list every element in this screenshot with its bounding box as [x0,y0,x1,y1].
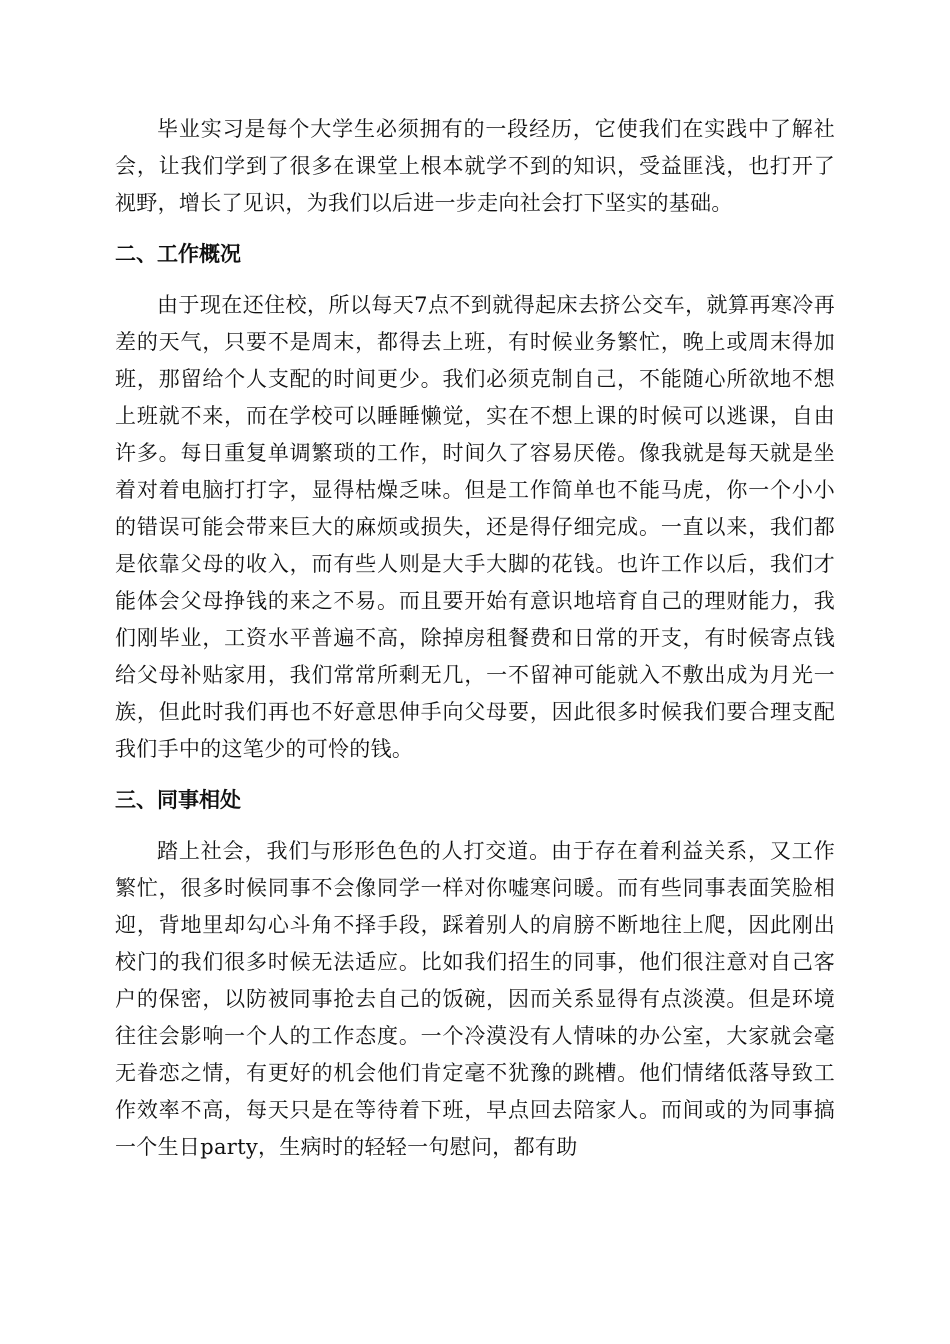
section-heading-colleagues: 三、同事相处 [115,788,241,812]
section-heading-work-overview: 二、工作概况 [115,242,241,266]
colleagues-paragraph: 踏上社会，我们与形形色色的人打交道。由于存在着利益关系，又工作繁忙，很多时候同事不会像同学一样对你嘘寒问暖。而有些同事表面笑脸相迎，背地里却勾心斗角不择手段，踩着别人的肩膀不断地往上爬，因此刚出校门的我们很多时候无法适应。比如我们招生的同事，他们很注意对自己客户的保密，以防被同事抢去自己的饭碗，因而关系显得有点淡漠。但是环境往往会影响一个人的工作态度。一个冷漠没有人情味的办公室，大家就会毫无眷恋之情，有更好的机会他们肯定毫不犹豫的跳槽。他们情绪低落导致工作效率不高，每天只是在等待着下班，早点回去陪家人。而间或的为同事搞一个生日party，生病时的轻轻一句慰问，都有助 [115,839,835,1159]
intro-paragraph: 毕业实习是每个大学生必须拥有的一段经历，它使我们在实践中了解社会，让我们学到了很多在课堂上根本就学不到的知识，受益匪浅，也打开了视野，增长了见识，为我们以后进一步走向社会打下坚实的基础。 [115,117,835,215]
document-page [115,111,835,1166]
work-overview-paragraph: 由于现在还住校，所以每天7点不到就得起床去挤公交车，就算再寒冷再差的天气，只要不是周末，都得去上班，有时候业务繁忙，晚上或周末得加班，那留给个人支配的时间更少。我们必须克制自己，不能随心所欲地不想上班就不来，而在学校可以睡睡懒觉，实在不想上课的时候可以逃课，自由许多。每日重复单调繁琐的工作，时间久了容易厌倦。像我就是每天就是坐着对着电脑打打字，显得枯燥乏味。但是工作简单也不能马虎，你一个小小的错误可能会带来巨大的麻烦或损失，还是得仔细完成。一直以来，我们都是依靠父母的收入，而有些人则是大手大脚的花钱。也许工作以后，我们才能体会父母挣钱的来之不易。而且要开始有意识地培育自己的理财能力，我们刚毕业，工资水平普遍不高，除掉房租餐费和日常的开支，有时候寄点钱给父母补贴家用，我们常常所剩无几，一不留神可能就入不敷出成为月光一族，但此时我们再也不好意思伸手向父母要，因此很多时候我们要合理支配我们手中的这笔少的可怜的钱。 [115,293,835,761]
